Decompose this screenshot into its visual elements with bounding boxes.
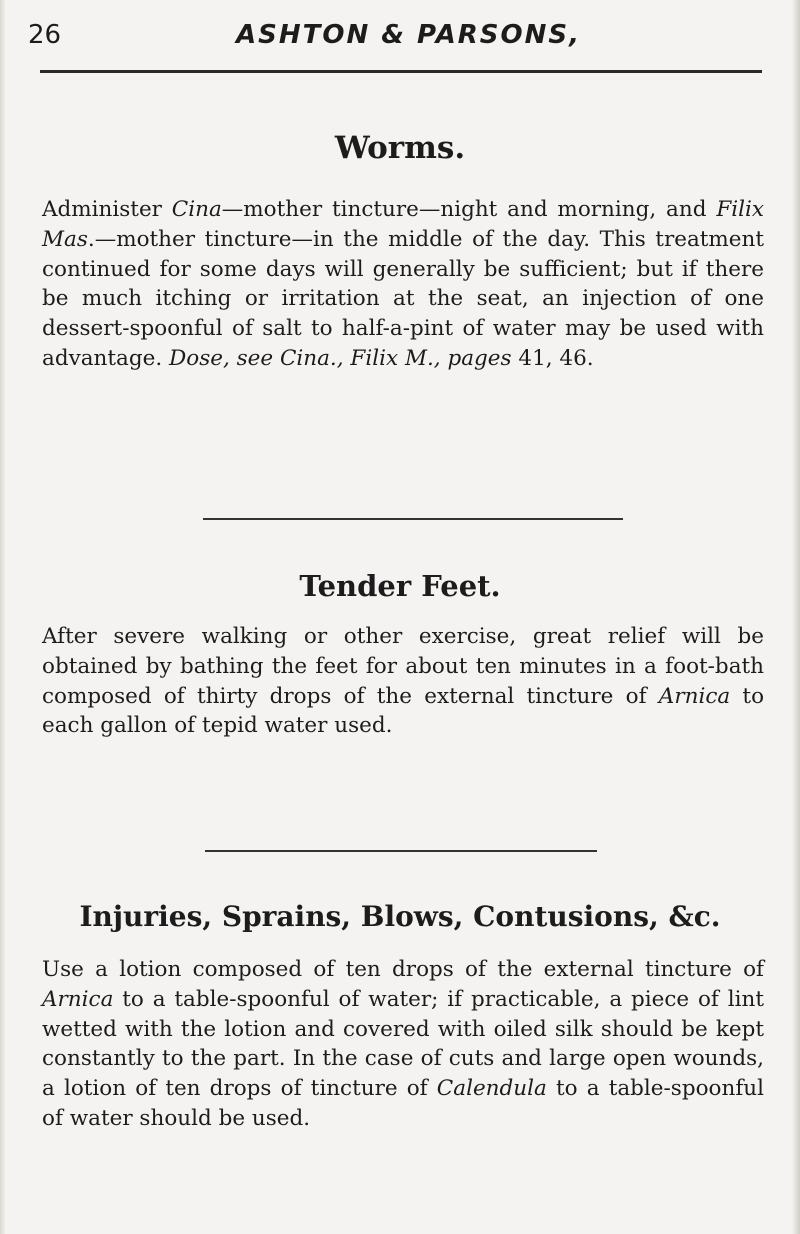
text-run: .—mother tincture—in the middle of the day. This treatment continued for some days will generally be sufficient; but if there be much itching or irritation at the seat, an injection of one dessert-spoonful of salt to half-a-pint of water may be used with advantage. <box>42 226 764 371</box>
section-worms <box>0 128 800 168</box>
section-heading: Injuries, Sprains, Blows, Contusions, &c. <box>79 900 721 933</box>
text-run: to a table-spoonful of water; if practicable, a piece of lint wetted with the lotion and covered with oiled silk should be kept constantly to the part. In the case of cuts and large open wounds, a lotion of ten drops of tincture of <box>42 986 764 1102</box>
italic-text: Dose, see Cina., Filix M., pages <box>169 345 512 371</box>
italic-text: Arnica <box>658 683 731 709</box>
text-run: to a table-spoonful of water should be used. <box>42 1076 764 1131</box>
section-body <box>42 622 764 741</box>
page-header <box>28 18 773 54</box>
page-number: 26 <box>28 20 62 50</box>
section-heading: Worms. <box>334 130 466 166</box>
text-run: to each gallon of tepid water used. <box>42 683 765 739</box>
text-run: —mother tincture—night and morning, and <box>221 197 717 222</box>
text-run: Administer <box>42 197 172 222</box>
section-body <box>42 955 764 1134</box>
section-tender-feet <box>0 566 800 606</box>
page-right-edge <box>792 0 800 1234</box>
italic-text: Cina <box>171 197 222 222</box>
italic-text: Calendula <box>436 1076 547 1102</box>
text-run: Use a lotion composed of ten drops of the external tincture of <box>42 957 764 982</box>
section-heading: Tender Feet. <box>299 569 501 603</box>
header-rule <box>40 70 762 73</box>
page-left-edge <box>0 0 6 1234</box>
italic-text: Filix Mas <box>42 197 764 252</box>
section-divider <box>205 850 597 852</box>
section-body <box>42 195 764 374</box>
section-injuries <box>0 897 800 937</box>
section-divider <box>203 518 623 520</box>
running-head: ASHTON & PARSONS, <box>236 20 581 50</box>
text-run: After severe walking or other exercise, great relief will be obtained by bathing the feet for about ten minutes in a foot-bath composed of thirty drops of the external tincture of <box>42 624 764 709</box>
italic-text: Arnica <box>42 986 114 1012</box>
text-run: 41, 46. <box>511 345 594 371</box>
